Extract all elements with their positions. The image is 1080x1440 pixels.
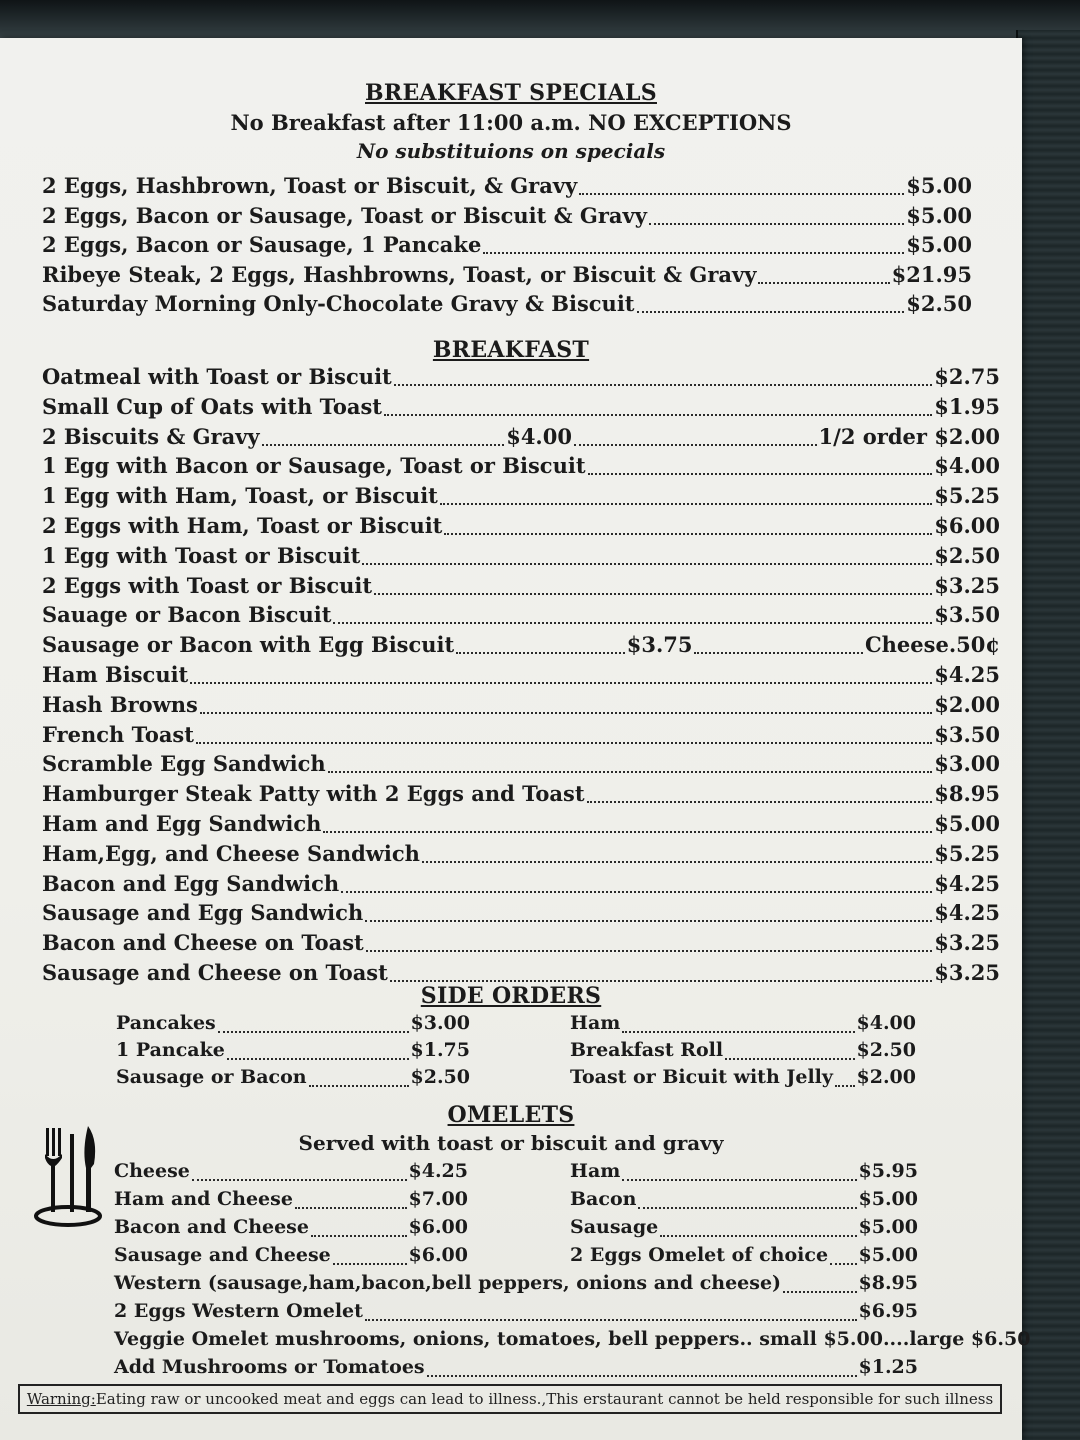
item-name: 2 Eggs, Hashbrown, Toast or Biscuit, & Gravy xyxy=(42,173,578,198)
substitution-note: No substituions on specials xyxy=(356,139,666,163)
menu-item-row xyxy=(570,1012,916,1038)
item-name: Sausage or Bacon xyxy=(116,1066,307,1088)
dot-leader xyxy=(444,533,932,535)
menu-item-row xyxy=(114,1272,918,1298)
breakfast-specials-heading: BREAKFAST SPECIALS xyxy=(365,80,657,106)
item-price: $1.25 xyxy=(858,1356,918,1378)
item-name: French Toast xyxy=(42,721,194,747)
item-name: Bacon and Egg Sandwich xyxy=(42,870,340,896)
item-name: Sausage or Bacon with Egg Biscuit xyxy=(42,632,455,658)
dot-leader xyxy=(190,682,932,684)
item-name: Veggie Omelet mushrooms, onions, tomatoes, bell peppers.. small $5.00....large $6.50 xyxy=(114,1328,1031,1350)
menu-page xyxy=(0,38,1031,1440)
item-name: Bacon and Cheese on Toast xyxy=(42,930,364,956)
menu-item-row xyxy=(570,1039,916,1065)
item-price: $5.95 xyxy=(858,1160,918,1182)
menu-item-row xyxy=(42,513,1000,541)
item-name: Hash Browns xyxy=(42,691,198,717)
item-name: Ham,Egg, and Cheese Sandwich xyxy=(42,840,420,866)
item-price: $6.00 xyxy=(408,1216,468,1238)
menu-item-row xyxy=(42,662,1000,690)
dot-leader xyxy=(835,1085,855,1087)
menu-item-row xyxy=(42,751,1000,779)
item-price: $2.00 xyxy=(856,1066,916,1088)
item-name: Toast or Bicuit with Jelly xyxy=(570,1066,833,1088)
dot-leader xyxy=(758,282,889,284)
omelets-served-note: Served with toast or biscuit and gravy xyxy=(298,1131,724,1155)
menu-item-row xyxy=(42,364,1000,392)
item-price: $5.00 xyxy=(906,202,972,228)
item-price: $5.00 xyxy=(858,1216,918,1238)
item-price: $1.95 xyxy=(934,393,1000,419)
item-name: Bacon and Cheese xyxy=(114,1216,309,1238)
menu-item-row xyxy=(42,394,1000,422)
item-price: $5.00 xyxy=(858,1188,918,1210)
food-safety-warning xyxy=(18,1384,1002,1414)
item-price: $3.00 xyxy=(410,1012,470,1034)
menu-item-row xyxy=(114,1300,918,1326)
menu-item-row xyxy=(114,1328,1031,1354)
dot-leader xyxy=(362,563,932,565)
menu-item-row xyxy=(42,173,972,201)
item-price: $3.25 xyxy=(934,930,1000,956)
dot-leader xyxy=(587,801,933,803)
dot-leader xyxy=(427,1375,857,1377)
menu-item-row xyxy=(42,841,1000,869)
breakfast-heading: BREAKFAST xyxy=(432,337,590,363)
breakfast-hours-note: No Breakfast after 11:00 a.m. NO EXCEPTIONS xyxy=(230,110,792,135)
item-price: $3.25 xyxy=(934,572,1000,598)
item-name: Sausage and Cheese on Toast xyxy=(42,960,388,985)
warning-label: Warning: xyxy=(26,1390,96,1408)
dot-leader xyxy=(783,1291,856,1293)
menu-item-row xyxy=(42,453,1000,481)
menu-item-row xyxy=(116,1039,470,1065)
menu-item-row xyxy=(42,811,1000,839)
dot-leader xyxy=(579,193,904,195)
menu-item-row xyxy=(42,900,1000,928)
menu-item-row xyxy=(116,1012,470,1038)
item-price: $2.50 xyxy=(410,1066,470,1088)
dot-leader xyxy=(262,444,505,446)
dot-leader xyxy=(622,1179,856,1181)
menu-item-row xyxy=(114,1216,468,1242)
dot-leader xyxy=(341,891,932,893)
item-name: Ham xyxy=(570,1012,621,1034)
menu-item-row xyxy=(570,1244,918,1270)
menu-item-row xyxy=(42,930,1000,958)
item-name: Ham and Egg Sandwich xyxy=(42,811,322,836)
item-price: $6.95 xyxy=(858,1300,918,1322)
item-price: $8.95 xyxy=(858,1272,918,1294)
item-price: $3.25 xyxy=(934,960,1000,985)
menu-item-row xyxy=(570,1188,918,1214)
item-price: $2.50 xyxy=(906,291,972,316)
item-price: Cheese.50¢ xyxy=(864,632,1000,658)
item-name: 2 Eggs, Bacon or Sausage, 1 Pancake xyxy=(42,232,482,257)
item-name: 2 Eggs with Toast or Biscuit xyxy=(42,572,373,598)
menu-item-row xyxy=(42,632,1000,660)
menu-item-row xyxy=(42,543,1000,571)
item-price: $3.00 xyxy=(934,751,1000,777)
menu-item-row xyxy=(114,1356,918,1382)
item-price: $4.00 xyxy=(506,423,572,449)
dot-leader xyxy=(200,712,932,714)
item-price: $2.75 xyxy=(934,364,1000,389)
item-price: $4.25 xyxy=(934,900,1000,926)
item-price: $3.75 xyxy=(626,632,693,658)
item-name: Sausage and Cheese xyxy=(114,1244,331,1266)
menu-item-row xyxy=(570,1216,918,1242)
menu-item-row xyxy=(42,602,1000,630)
dot-leader xyxy=(328,771,933,773)
item-name: 2 Biscuits & Gravy xyxy=(42,423,260,449)
dot-leader xyxy=(456,652,624,654)
item-price: $4.25 xyxy=(408,1160,468,1182)
dot-leader xyxy=(483,252,904,254)
menu-item-row xyxy=(570,1066,916,1092)
item-name: 1 Egg with Ham, Toast, or Biscuit xyxy=(42,483,438,509)
dot-leader xyxy=(227,1058,409,1060)
menu-item-row xyxy=(42,483,1000,511)
dot-leader xyxy=(311,1235,407,1237)
item-price: $8.95 xyxy=(934,781,1000,807)
dot-leader xyxy=(374,593,932,595)
item-price: 1/2 order $2.00 xyxy=(818,423,1000,449)
item-price: $2.00 xyxy=(934,691,1000,717)
dot-leader xyxy=(390,980,932,982)
dot-leader xyxy=(637,311,905,313)
item-price: $5.25 xyxy=(934,840,1000,866)
item-price: $3.50 xyxy=(934,602,1000,628)
menu-item-row xyxy=(42,262,972,290)
dot-leader xyxy=(694,652,862,654)
item-name: Bacon xyxy=(570,1188,637,1210)
item-name: Cheese xyxy=(114,1160,190,1182)
item-price: $5.00 xyxy=(934,811,1000,836)
dot-leader xyxy=(333,1263,407,1265)
item-name: Ribeye Steak, 2 Eggs, Hashbrowns, Toast, or Biscuit & Gravy xyxy=(42,261,757,287)
menu-item-row xyxy=(114,1160,468,1186)
item-price: $4.00 xyxy=(856,1012,916,1034)
item-price: $21.95 xyxy=(891,261,972,287)
item-name: 2 Eggs Omelet of choice xyxy=(570,1244,829,1266)
side-orders-heading: SIDE ORDERS xyxy=(420,983,602,1009)
item-name: Sausage xyxy=(570,1216,659,1238)
item-price: $1.75 xyxy=(410,1039,470,1061)
menu-item-row xyxy=(42,781,1000,809)
dot-leader xyxy=(323,831,932,833)
menu-item-row xyxy=(42,573,1000,601)
dot-leader xyxy=(333,622,932,624)
item-price: $7.00 xyxy=(408,1188,468,1210)
item-price: $2.50 xyxy=(934,542,1000,568)
item-name: Add Mushrooms or Tomatoes xyxy=(114,1356,425,1378)
dot-leader xyxy=(574,444,817,446)
item-price: $3.50 xyxy=(934,721,1000,747)
item-price: $4.00 xyxy=(934,453,1000,479)
dot-leader xyxy=(394,384,932,386)
dot-leader xyxy=(660,1235,856,1237)
dot-leader xyxy=(295,1207,407,1209)
item-price: $4.25 xyxy=(934,870,1000,896)
dot-leader xyxy=(192,1179,407,1181)
dot-leader xyxy=(309,1085,409,1087)
item-price: $5.00 xyxy=(858,1244,918,1266)
item-name: Sauage or Bacon Biscuit xyxy=(42,602,332,628)
dot-leader xyxy=(725,1058,854,1060)
dot-leader xyxy=(588,473,933,475)
item-name: Oatmeal with Toast or Biscuit xyxy=(42,364,392,389)
item-name: 1 Egg with Bacon or Sausage, Toast or Biscuit xyxy=(42,453,586,479)
item-price: $5.00 xyxy=(906,232,972,257)
item-name: Ham and Cheese xyxy=(114,1188,293,1210)
item-name: Sausage and Egg Sandwich xyxy=(42,900,364,926)
dot-leader xyxy=(649,223,904,225)
menu-item-row xyxy=(42,871,1000,899)
menu-item-row xyxy=(570,1160,918,1186)
item-name: Small Cup of Oats with Toast xyxy=(42,393,383,419)
dot-leader xyxy=(196,742,932,744)
menu-item-row xyxy=(42,692,1000,720)
dot-leader xyxy=(638,1207,856,1209)
warning-text: Eating raw or uncooked meat and eggs can lead to illness.,This erstaurant cannot be held responsible for such illness xyxy=(95,1390,994,1408)
item-price: $6.00 xyxy=(934,513,1000,538)
item-name: 1 Egg with Toast or Biscuit xyxy=(42,542,361,568)
dot-leader xyxy=(366,950,932,952)
dot-leader xyxy=(218,1031,409,1033)
item-price: $5.00 xyxy=(906,173,972,198)
item-name: Hamburger Steak Patty with 2 Eggs and Toast xyxy=(42,781,585,807)
item-name: Ham Biscuit xyxy=(42,662,189,687)
item-name: Breakfast Roll xyxy=(570,1039,724,1061)
item-name: Pancakes xyxy=(116,1012,216,1034)
menu-item-row xyxy=(116,1066,470,1092)
dot-leader xyxy=(622,1031,854,1033)
binder-top-edge xyxy=(0,0,1080,40)
dot-leader xyxy=(440,503,932,505)
dot-leader xyxy=(365,920,932,922)
omelets-heading: OMELETS xyxy=(447,1102,575,1128)
item-price: $6.00 xyxy=(408,1244,468,1266)
item-name: 2 Eggs, Bacon or Sausage, Toast or Biscuit & Gravy xyxy=(42,202,647,228)
item-price: $2.50 xyxy=(856,1039,916,1061)
menu-item-row xyxy=(114,1244,468,1270)
menu-item-row xyxy=(42,232,972,260)
menu-item-row xyxy=(42,203,972,231)
menu-item-row xyxy=(114,1188,468,1214)
item-name: 1 Pancake xyxy=(116,1039,225,1061)
item-name: 2 Eggs Western Omelet xyxy=(114,1300,363,1322)
menu-item-row xyxy=(42,424,1000,452)
item-name: Western (sausage,ham,bacon,bell peppers, onions and cheese) xyxy=(114,1272,782,1294)
item-price: $5.25 xyxy=(934,483,1000,509)
item-name: Ham xyxy=(570,1160,621,1182)
item-price: $4.25 xyxy=(934,662,1000,687)
item-name: Scramble Egg Sandwich xyxy=(42,751,326,777)
dot-leader xyxy=(830,1263,856,1265)
dot-leader xyxy=(384,414,932,416)
item-name: Saturday Morning Only-Chocolate Gravy & Biscuit xyxy=(42,291,635,316)
binder-right-edge xyxy=(1016,30,1080,1440)
item-name: 2 Eggs with Ham, Toast or Biscuit xyxy=(42,513,443,538)
dot-leader xyxy=(422,861,932,863)
menu-item-row xyxy=(42,722,1000,750)
menu-item-row xyxy=(42,291,972,319)
dot-leader xyxy=(365,1319,857,1321)
